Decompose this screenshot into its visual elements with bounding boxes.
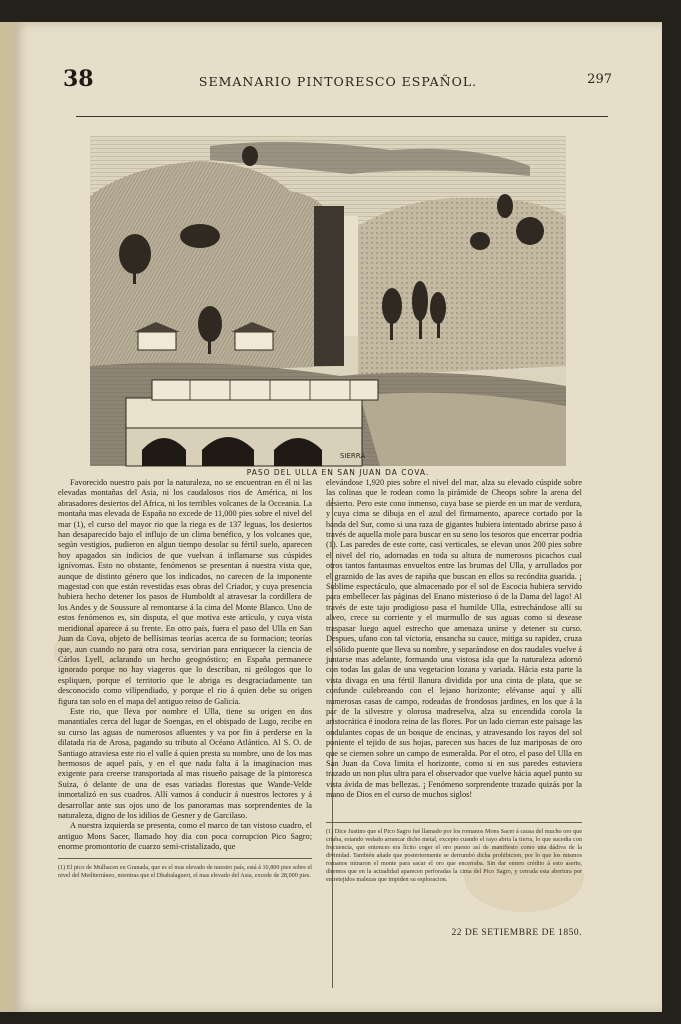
issue-date: 22 DE SETIEMBRE DE 1850.	[451, 928, 582, 938]
header-rule	[76, 116, 608, 117]
article-left-column	[58, 478, 312, 852]
footnote-right: (1) Dice Justino que el Pico Sagro fué llamado por los romanos Mons Sacer á causa del mucho oro que criaba, estando vedado arrancar dicho metal, excepto cuando el rayo abria la tierra, lo que sucedia con frecuencia, que entonces era lícito coger el oro puesto así de manifiesto como una dádiva de la divinidad. También añade que posteriormente se derrumbó dicha prohibicion, por lo que los mismos romanos minaron el monte para sacar el oro que encerraba. Sin dar entero crédito á esto aserto, diremos que en la actualidad aparecen perforadas la cima del Pico Sagro, y cerrada esta abertura por entretejidos malezas que impiden su esploracion.	[326, 828, 582, 883]
engraver-signature: SIERRA	[340, 452, 366, 460]
article-paragraph: Favorecido nuestro pais por la naturaleza, no se encuentran en él ni las elevadas montañas del Asia, ni los caudalosos rios de América, ni los abrasadores desiertos del Africa, ni los terribles volcanes de la Occeania. La montaña mas elevada de España no excede de 11,000 pies sobre el nivel del mar (1), el curso del mayor rio que la riega es de 137 leguas, los desiertos han desaparecido bajo el influjo de un clima benéfico, y los volcanes que, según vestigios, pudieron en algun tiempo desolar su fértil suelo, aparecen hoy apagados sin indicios de que vuelvan á inflamarse sus cúspides ignívomas. Esto no obstante, fenómenos se presentan á nuestra vista que, aunque de distinto género que los indicados, no carecen de la imponente magestad con que están revestidas esas obras del Criador, y cuya presencia hubiera hecho detener los pasos de Humboldt al atravesar la cordillera de los Andes y de Soussure al remontarse á la cima del Monte Blanco. Uno de estos fenómenos es, sin disputa, el que motiva este artículo, y cuya vista meridional aparece á su frente. En otro país, fuera el paso del Ulla en San Juan da Cova, objeto de bellísimas teorías acerca de su formacion; teorías que, aun cuando no para otra cosa, servirian para enriquecer la ciencia de Cárlos Lyell, aclarando un hecho geognóstico; en España permanece ignorado porque no hay viageros que lo describan, ni geólogos que lo espliquen, porque el territorio que le abriga es desgraciadamente tan desconocido como vilipendiado, y porque el rio á quien debe su origen figura tan solo en el mapa del antiguo reino de Galicia.	[58, 478, 312, 706]
footnote-rule-right	[326, 822, 582, 823]
page-number-left: 38	[63, 66, 94, 92]
publication-title: SEMANARIO PINTORESCO ESPAÑOL.	[198, 74, 478, 89]
illustration-caption: PASO DEL ULLA EN SAN JUAN DA COVA.	[246, 468, 430, 477]
article-paragraph: A nuestra izquierda se presenta, como el marco de tan vistoso cuadro, el antiguo Mons Sacer, llamado hoy dia con poca corrupcion Pico Sagro; enorme promontorio de cuarzo semi-cristalizado, que	[58, 821, 312, 852]
article-paragraph: Este rio, que lleva por nombre el Ulla, tiene su origen en dos manantiales cerca del lugar de Soengas, en el obispado de Lugo, recibe en su curso las aguas de numerosos afluentes y va por fin á perderse en la dilatada ria de Arosa, pagando su tributo al Océano Atlántico. Al S. O. de Santiago atraviesa este rio el valle á quien presta su nombre, uno de los mas hermosos de aquel país, y en el que nada falta á la imaginacion mas exigente para creerse transportada al mas risueño paisage de la pintoresca Suiza, ó delante de una de esas variadas florestas que Wande-Velde inmortalizó en sus cuadros. Allí vamos á conducir á nuestros lectores y á desarrollar ante sus ojos uno de los panoramas mas sorprendentes de la naturaleza, digno de los idilios de Gesner y de Garcilaso.	[58, 706, 312, 820]
footnote-left: (1) El pico de Mulhacen en Granada, que es el mas elevado de nuestro país, está á 10,800 pies sobre el nivel del Mediterráneo, mientras que el Dhabalagueri, el mas elevado del Asia, excede de 28,000 pies.	[58, 864, 312, 879]
page-header	[14, 66, 662, 106]
page-number-right: 297	[587, 72, 612, 87]
footnote-rule-left	[58, 858, 312, 859]
engraving-illustration	[90, 136, 566, 466]
article-paragraph: elevándose 1,920 pies sobre el nivel del mar, alza su elevado cúspide sobre las colinas que le rodean como la pirámide de Cheops sobre la arena del desierto. Pero este cono inmenso, cuya base se pierde en un mar de verdura, y cuya cima se dibuja en el azul del firmamento, aparece cortado por la banda del Sur, como si una raza de gigantes hubiera intentado abrirse paso á través de aquella mole para buscar en su seno los tesoros que encerrar podria (1). Las paredes de este corte, casi verticales, se elevan unos 200 pies sobre el nivel del rio, adornadas en toda su altura de numerosos picachos cual otros tantos fantasmas envueltos entre las brumas del Ulla, y arrullados por el graznido de las aves de rapiña que buscan en ellos su recóndita guarida. ¡ Sublime espectáculo, que almacenado por el sol de Escocia hubiera servido para embellecer las páginas del Enano misterioso ó de la Dama del lago! Al través de este tajo prodigioso pasa el humilde Ulla, estrechándose allí su alveo, crece su corriente y el murmullo de sus aguas como si desease traspasar luego aquel estrecho que amenaza unirse y detener su curso. Despues, ufano con tal victoria, ensancha su cauce, mitiga su rapidez, cruza el sólido puente que lleva su nombre, y separándose en dos raudales vuelve á juntarse mas adelante, formando una vistosa isla que la naturaleza adornó con todas las galas de una vegetacion lozana y variada. Hácia esta parte la vista divaga en una fértil llanura dividida por una cinta de plata, que se confunde culebreando con el lejano horizonte; elévanse aquí y allí numerosas casas de campo, rodeadas de frondosos jardines, en los que á la par de la silvestre y olorosa madreselva, alza su encendida corola la aristocrática é inodora reina de las flores. Por un lado cierran este paisage las ondulantes copas de un bosque de encinas, y atravesando los rayos del sol poniente el tejido de sus hojas, parecen sus haces de luz mariposas de oro que se ciernen sobre un campo de esmeralda. Por el otro, el paso del Ulla en San Juan da Cova limita el horizonte, como si en sus paredes estuviera trazado un non plus ultra para el observador que vuelve hácia aquel punto su vista ávida de mas bellezas. ¡ Fenómeno sorprendente trazado quizás por la mano de Dios en el curso de muchos siglos!	[326, 478, 582, 800]
facing-page-edge	[0, 22, 14, 1012]
article-right-column	[326, 478, 582, 818]
